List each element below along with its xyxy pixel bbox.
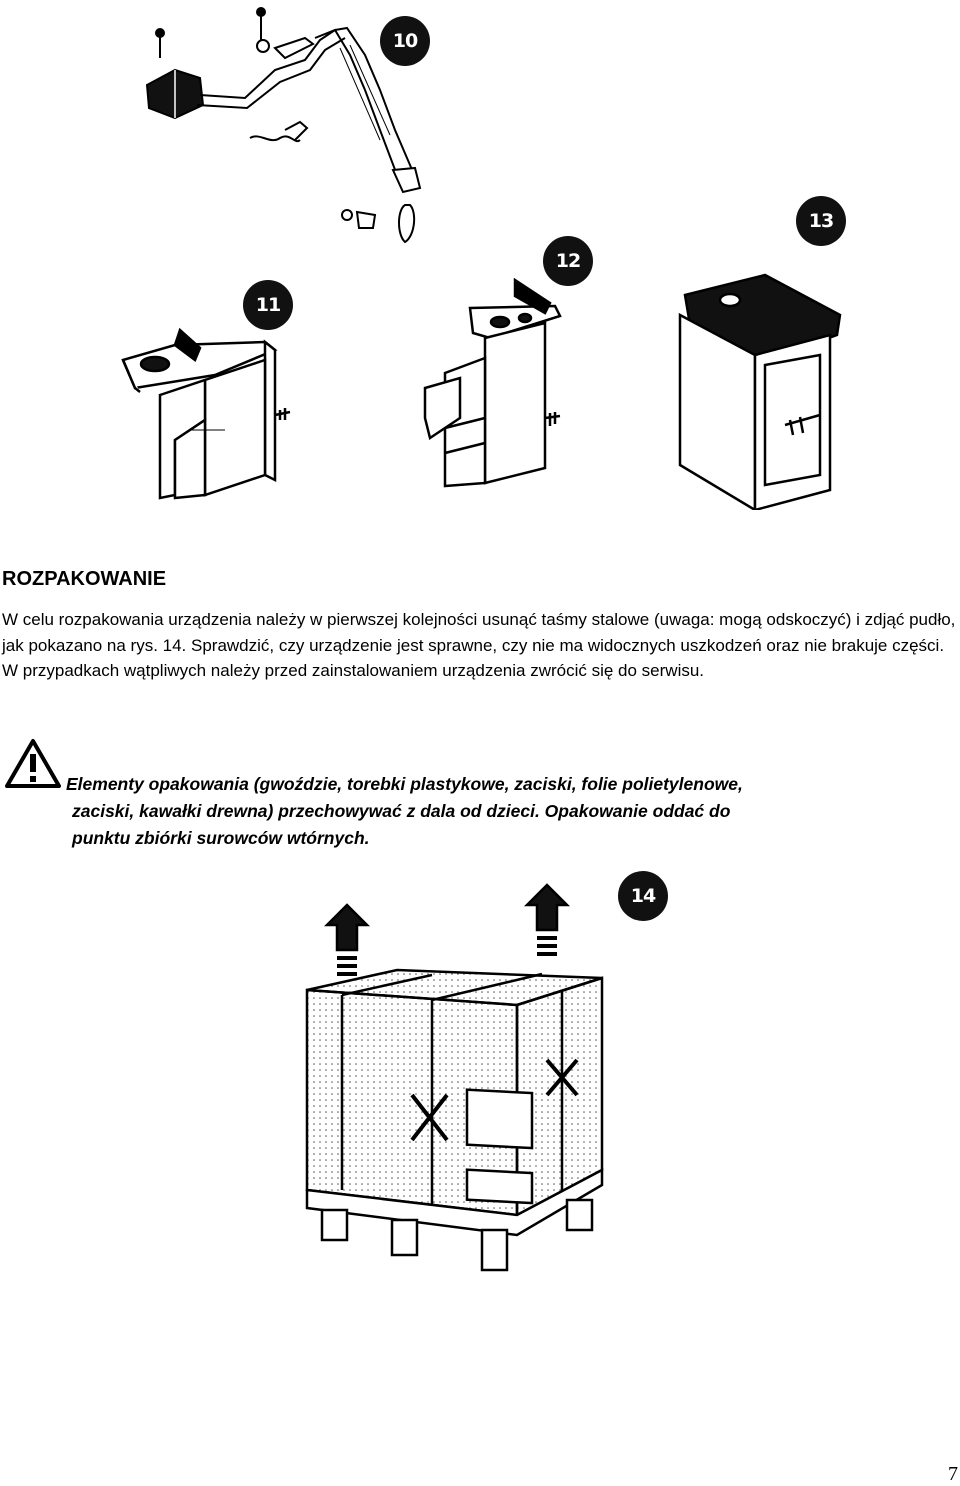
figure-14-badge: 14 [618,871,668,921]
figure-12-bracket-illustration [405,278,570,498]
figure-13-bracket-with-cover-illustration [655,265,855,510]
figure-14-packaging-illustration [282,870,677,1290]
section-title: ROZPAKOWANIE [2,568,167,590]
section-body-text: W celu rozpakowania urządzenia należy w pierwszej kolejności usunąć taśmy stalowe (uwaga: mogą odskoczyć) i zdjąć pudło, jak pokazano na rys. 14. Sprawdzić, czy urządzenie jest sprawne, czy nie ma widocznych uszkodzeń oraz nie brakuje części. W przypadkach wątpliwych należy przed zainstalowaniem urządzenia zwrócić się do serwisu. [2,610,956,680]
figure-11-bracket-illustration [115,320,300,510]
figure-11-badge: 11 [243,280,293,330]
warning-line: punktu zbiórki surowców wtórnych. [72,828,370,848]
figure-10-badge: 10 [380,16,430,66]
warning-triangle-icon [4,738,62,790]
page-number: 7 [948,1463,958,1485]
figure-12-badge: 12 [543,236,593,286]
warning-line: zaciski, kawałki drewna) przechowywać z dala od dzieci. Opakowanie oddać do [72,801,731,821]
warning-text [66,771,946,852]
warning-line: Elementy opakowania (gwoździe, torebki plastykowe, zaciski, folie polietylenowe, [66,774,743,794]
figure-13-badge: 13 [796,196,846,246]
